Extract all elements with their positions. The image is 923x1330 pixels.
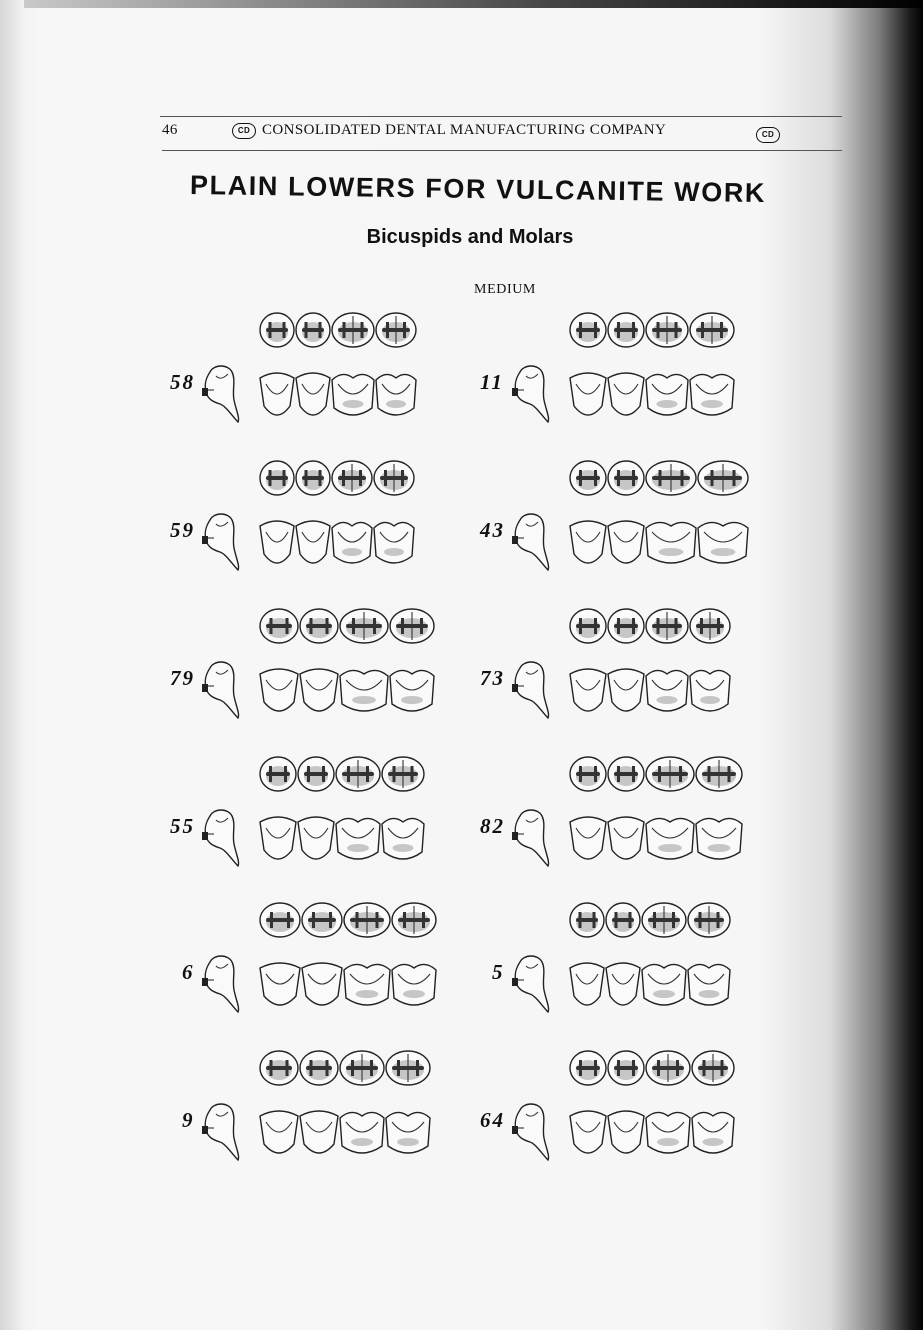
buccal-row	[260, 963, 436, 1005]
bicuspid-buccal-icon	[302, 963, 342, 1005]
buccal-row	[260, 817, 424, 859]
molar-occlusal-icon	[646, 313, 688, 347]
mould-9	[150, 1046, 470, 1226]
bicuspid-occlusal-icon	[608, 609, 644, 643]
mould-number: 73	[480, 666, 505, 690]
molar-buccal-icon	[374, 522, 414, 563]
buccal-row	[570, 521, 748, 563]
bicuspid-buccal-icon	[300, 1111, 338, 1153]
bicuspid-buccal-icon	[260, 373, 294, 415]
molar-occlusal-icon	[646, 757, 694, 791]
molar-buccal-icon	[646, 670, 688, 711]
molar-occlusal-icon	[376, 313, 416, 347]
bicuspid-occlusal-icon	[608, 757, 644, 791]
molar-occlusal-icon	[374, 461, 414, 495]
molar-occlusal-icon	[392, 903, 436, 937]
bicuspid-buccal-icon	[570, 521, 606, 563]
page-number: 46	[162, 122, 178, 138]
molar-occlusal-icon	[646, 461, 696, 495]
molar-buccal-icon	[646, 522, 696, 563]
bicuspid-occlusal-icon	[296, 313, 330, 347]
bicuspid-buccal-icon	[608, 817, 644, 859]
bicuspid-buccal-icon	[570, 817, 606, 859]
mould-number: 58	[170, 370, 195, 394]
bicuspid-occlusal-icon	[260, 313, 294, 347]
bicuspid-buccal-icon	[570, 963, 604, 1005]
bicuspid-buccal-icon	[260, 817, 296, 859]
buccal-row	[570, 817, 742, 859]
molar-occlusal-icon	[690, 313, 734, 347]
buccal-row	[260, 1111, 430, 1153]
bicuspid-buccal-icon	[608, 373, 644, 415]
molar-occlusal-icon	[390, 609, 434, 643]
molar-occlusal-icon	[382, 757, 424, 791]
mould-number: 5	[492, 960, 505, 984]
buccal-row	[570, 669, 730, 711]
molar-buccal-icon	[696, 818, 742, 859]
header-rule-top	[160, 116, 842, 117]
mould-number: 9	[182, 1108, 195, 1132]
molar-buccal-icon	[642, 964, 686, 1005]
bicuspid-buccal-icon	[570, 669, 606, 711]
bicuspid-buccal-icon	[260, 1111, 298, 1153]
bicuspid-occlusal-icon	[300, 609, 338, 643]
tooth-profile-icon	[202, 366, 239, 422]
tooth-profile-icon	[202, 514, 239, 570]
molar-buccal-icon	[386, 1112, 430, 1153]
molar-buccal-icon	[340, 670, 388, 711]
bicuspid-buccal-icon	[608, 521, 644, 563]
bicuspid-occlusal-icon	[260, 757, 296, 791]
mould-number: 55	[170, 814, 195, 838]
occlusal-row	[570, 1051, 734, 1085]
molar-occlusal-icon	[344, 903, 390, 937]
mould-illustration	[460, 1046, 780, 1226]
company-logo-icon: CD	[756, 127, 780, 143]
tooth-profile-icon	[512, 1104, 549, 1160]
bicuspid-occlusal-icon	[608, 313, 644, 347]
molar-buccal-icon	[646, 374, 688, 415]
bicuspid-buccal-icon	[606, 963, 640, 1005]
bicuspid-buccal-icon	[260, 521, 294, 563]
molar-occlusal-icon	[688, 903, 730, 937]
occlusal-row	[260, 1051, 430, 1085]
occlusal-row	[260, 903, 436, 937]
bicuspid-occlusal-icon	[570, 313, 606, 347]
molar-buccal-icon	[646, 1112, 690, 1153]
bicuspid-buccal-icon	[300, 669, 338, 711]
buccal-row	[570, 963, 730, 1005]
molar-occlusal-icon	[646, 609, 688, 643]
mould-illustration	[150, 1046, 470, 1226]
bicuspid-occlusal-icon	[260, 903, 300, 937]
buccal-row	[260, 669, 434, 711]
molar-buccal-icon	[390, 670, 434, 711]
buccal-row	[570, 373, 734, 415]
molar-buccal-icon	[690, 670, 730, 711]
mould-number: 64	[480, 1108, 505, 1132]
molar-occlusal-icon	[340, 609, 388, 643]
bicuspid-occlusal-icon	[302, 903, 342, 937]
molar-occlusal-icon	[332, 313, 374, 347]
tooth-profile-icon	[202, 1104, 239, 1160]
bicuspid-buccal-icon	[570, 373, 606, 415]
bicuspid-buccal-icon	[260, 963, 300, 1005]
molar-buccal-icon	[392, 964, 436, 1005]
bicuspid-occlusal-icon	[296, 461, 330, 495]
bicuspid-occlusal-icon	[570, 903, 604, 937]
tooth-profile-icon	[512, 514, 549, 570]
tooth-profile-icon	[202, 810, 239, 866]
running-header	[162, 120, 802, 142]
molar-buccal-icon	[376, 374, 416, 415]
molar-buccal-icon	[332, 522, 372, 563]
molar-occlusal-icon	[690, 609, 730, 643]
molar-occlusal-icon	[340, 1051, 384, 1085]
page-left-edge	[0, 0, 24, 1330]
occlusal-row	[570, 461, 748, 495]
bicuspid-buccal-icon	[608, 1111, 644, 1153]
occlusal-row	[260, 461, 414, 495]
molar-occlusal-icon	[642, 903, 686, 937]
mould-number: 82	[480, 814, 505, 838]
molar-occlusal-icon	[698, 461, 748, 495]
bicuspid-buccal-icon	[296, 373, 330, 415]
buccal-row	[260, 373, 416, 415]
molar-occlusal-icon	[386, 1051, 430, 1085]
molar-buccal-icon	[690, 374, 734, 415]
tooth-profile-icon	[512, 810, 549, 866]
molar-occlusal-icon	[332, 461, 372, 495]
mould-64	[460, 1046, 780, 1226]
mould-number: 6	[182, 960, 195, 984]
bicuspid-occlusal-icon	[570, 757, 606, 791]
mould-number: 11	[480, 370, 504, 394]
bicuspid-buccal-icon	[570, 1111, 606, 1153]
bicuspid-buccal-icon	[608, 669, 644, 711]
tooth-profile-icon	[512, 956, 549, 1012]
occlusal-row	[570, 757, 742, 791]
molar-buccal-icon	[688, 964, 730, 1005]
bicuspid-occlusal-icon	[608, 1051, 644, 1085]
bicuspid-occlusal-icon	[570, 1051, 606, 1085]
bicuspid-buccal-icon	[298, 817, 334, 859]
molar-occlusal-icon	[696, 757, 742, 791]
mould-number: 59	[170, 518, 195, 542]
bicuspid-occlusal-icon	[608, 461, 644, 495]
bicuspid-occlusal-icon	[260, 1051, 298, 1085]
molar-occlusal-icon	[646, 1051, 690, 1085]
molar-buccal-icon	[340, 1112, 384, 1153]
buccal-row	[260, 521, 414, 563]
occlusal-row	[570, 313, 734, 347]
molar-buccal-icon	[692, 1112, 734, 1153]
bicuspid-occlusal-icon	[570, 461, 606, 495]
mould-number: 79	[170, 666, 195, 690]
bicuspid-buccal-icon	[296, 521, 330, 563]
occlusal-row	[260, 609, 434, 643]
company-name: CONSOLIDATED DENTAL MANUFACTURING COMPANY	[262, 122, 667, 138]
molar-buccal-icon	[646, 818, 694, 859]
page-subtitle: Bicuspids and Molars	[366, 226, 574, 248]
molar-buccal-icon	[336, 818, 380, 859]
page-top-edge	[0, 0, 923, 8]
bicuspid-occlusal-icon	[606, 903, 640, 937]
mould-number: 43	[480, 518, 505, 542]
occlusal-row	[260, 313, 416, 347]
tooth-profile-icon	[512, 366, 549, 422]
occlusal-row	[260, 757, 424, 791]
tooth-profile-icon	[202, 662, 239, 718]
bicuspid-occlusal-icon	[570, 609, 606, 643]
bicuspid-occlusal-icon	[298, 757, 334, 791]
molar-buccal-icon	[698, 522, 748, 563]
bicuspid-occlusal-icon	[300, 1051, 338, 1085]
bicuspid-occlusal-icon	[260, 461, 294, 495]
molar-buccal-icon	[344, 964, 390, 1005]
molar-buccal-icon	[382, 818, 424, 859]
tooth-profile-icon	[202, 956, 239, 1012]
company-logo-icon: CD	[232, 123, 256, 139]
buccal-row	[570, 1111, 734, 1153]
tooth-profile-icon	[512, 662, 549, 718]
header-rule-bottom	[162, 150, 842, 151]
size-label: MEDIUM	[474, 282, 536, 297]
molar-occlusal-icon	[692, 1051, 734, 1085]
bicuspid-buccal-icon	[260, 669, 298, 711]
molar-occlusal-icon	[336, 757, 380, 791]
occlusal-row	[570, 609, 730, 643]
occlusal-row	[570, 903, 730, 937]
bicuspid-occlusal-icon	[260, 609, 298, 643]
molar-buccal-icon	[332, 374, 374, 415]
page-title: PLAIN LOWERS FOR VULCANITE WORK	[189, 170, 767, 209]
